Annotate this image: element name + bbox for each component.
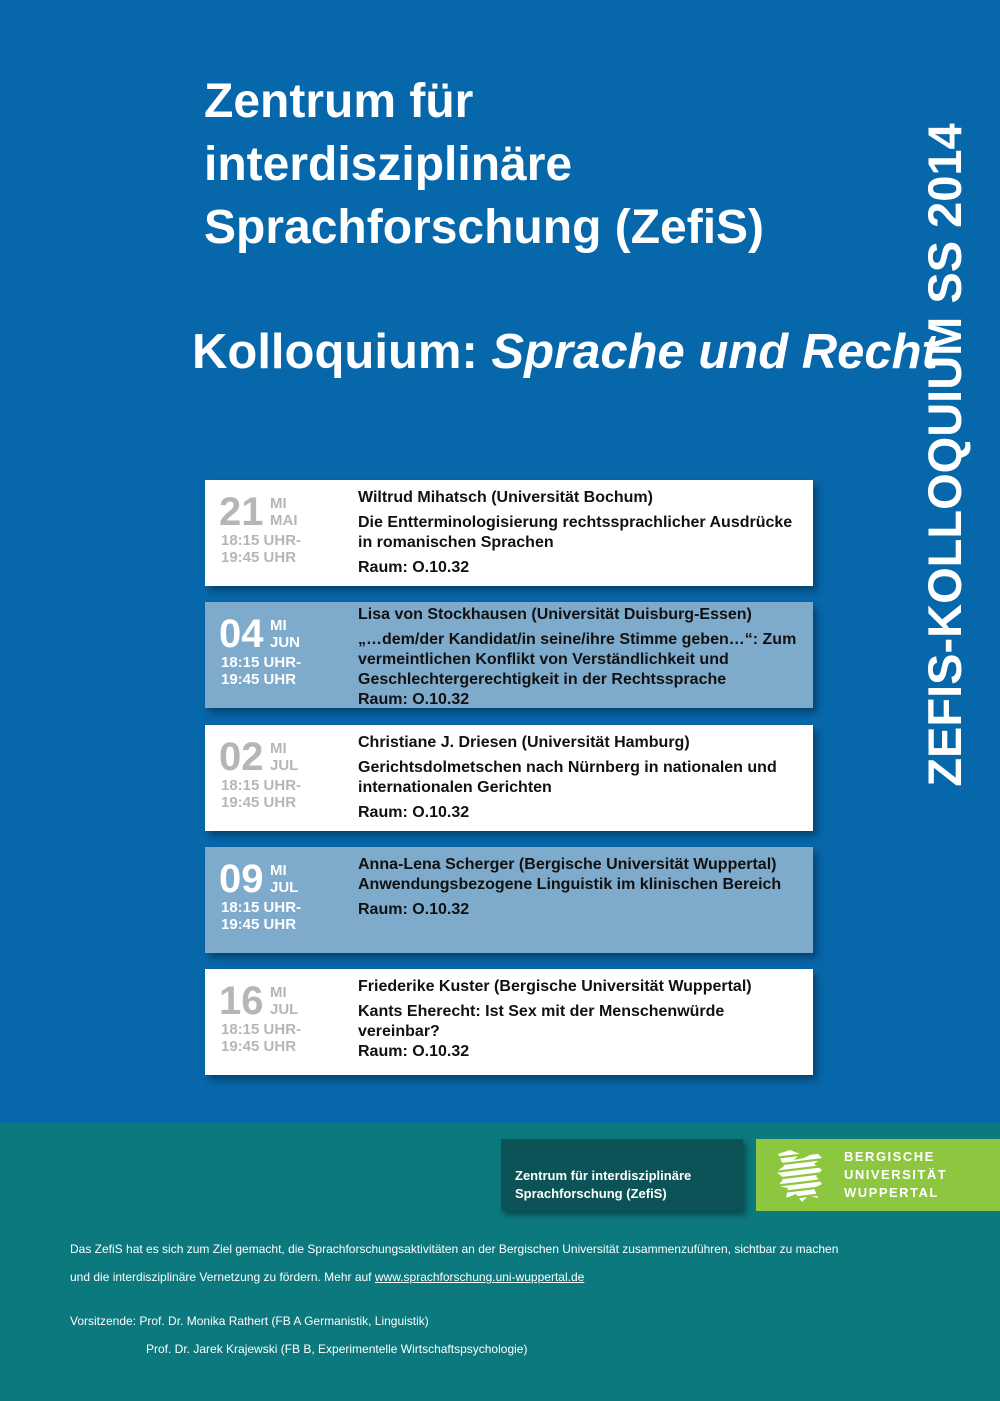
subtitle-prefix: Kolloquium:	[192, 325, 492, 379]
event-details	[358, 855, 808, 920]
event-talk-title: „…dem/der Kandidat/in seine/ihre Stimme geben…“: Zum vermeintlichen Konflikt von Verständlichkeit und Geschlechtergerechtigkeit in der Rechtssprache	[358, 631, 797, 688]
vertical-series-title: ZEFIS-KOLLOQUIUM SS 2014	[918, 123, 971, 787]
title-line-2: interdisziplinäre	[204, 138, 573, 191]
zefis-label-line-2: Sprachforschung (ZefiS)	[515, 1186, 667, 1201]
event-speaker: Wiltrud Mihatsch (Universität Bochum)	[358, 489, 653, 506]
event-time-start: 18:15 UHR-	[221, 532, 302, 549]
event-day: 21	[219, 490, 264, 534]
event-day: 04	[219, 612, 264, 656]
event-speaker: Lisa von Stockhausen (Universität Duisburg-Essen)	[358, 606, 752, 623]
event-details	[358, 605, 808, 710]
event-weekday: MI	[270, 862, 287, 879]
event-room: Raum: O.10.32	[358, 1043, 470, 1060]
bergischer-lion-icon	[770, 1146, 828, 1204]
event-card	[205, 480, 813, 586]
event-time-end: 19:45 UHR	[221, 794, 297, 811]
event-month: JUL	[270, 1001, 299, 1018]
event-day: 02	[219, 735, 264, 779]
event-weekday: MI	[270, 984, 287, 1001]
zefis-description	[70, 1235, 940, 1291]
event-speaker: Christiane J. Driesen (Universität Hamburg)	[358, 734, 690, 751]
zefis-label	[515, 1167, 735, 1203]
event-time-end: 19:45 UHR	[221, 916, 297, 933]
event-time-start: 18:15 UHR-	[221, 654, 302, 671]
event-time-end: 19:45 UHR	[221, 549, 297, 566]
event-card	[205, 602, 813, 708]
event-card	[205, 847, 813, 953]
event-weekday: MI	[270, 495, 287, 512]
description-line-1: Das ZefiS hat es sich zum Ziel gemacht, die Sprachforschungsaktivitäten an der Bergischen Universität zusammenzuführen, sichtbar zu machen	[70, 1242, 839, 1256]
university-logo-box	[756, 1139, 1000, 1211]
event-day: 16	[219, 979, 264, 1023]
description-line-2: und die interdisziplinäre Vernetzung zu fördern. Mehr auf	[70, 1270, 375, 1284]
chair-line-2: Prof. Dr. Jarek Krajewski (FB B, Experimentelle Wirtschaftspsychologie)	[146, 1342, 528, 1356]
event-room: Raum: O.10.32	[358, 691, 470, 708]
chair-line-1: Vorsitzende: Prof. Dr. Monika Rathert (FB A Germanistik, Linguistik)	[70, 1314, 429, 1328]
title-line-1: Zentrum für	[204, 75, 474, 128]
event-details	[358, 733, 808, 823]
event-card	[205, 725, 813, 831]
event-speaker: Friederike Kuster (Bergische Universität Wuppertal)	[358, 978, 752, 995]
event-room: Raum: O.10.32	[358, 804, 470, 821]
event-time	[221, 777, 301, 811]
event-talk-title: Gerichtsdolmetschen nach Nürnberg in nationalen und internationalen Gerichten	[358, 759, 777, 796]
website-link[interactable]: www.sprachforschung.uni-wuppertal.de	[374, 1270, 585, 1284]
event-time	[221, 532, 301, 566]
colloquium-subtitle	[192, 322, 952, 382]
event-weekday: MI	[270, 740, 287, 757]
event-room: Raum: O.10.32	[358, 901, 470, 918]
event-month: JUL	[270, 757, 299, 774]
event-month: JUN	[270, 634, 301, 651]
event-talk-title: Kants Eherecht: Ist Sex mit der Menschenwürde vereinbar?	[358, 1003, 725, 1040]
event-weekday: MI	[270, 617, 287, 634]
subtitle-topic: Sprache und Recht	[491, 325, 938, 379]
event-month: JUL	[270, 879, 299, 896]
university-name	[844, 1148, 947, 1202]
event-time-start: 18:15 UHR-	[221, 1021, 302, 1038]
zefis-label-line-1: Zentrum für interdisziplinäre	[515, 1168, 692, 1183]
event-time-end: 19:45 UHR	[221, 1038, 297, 1055]
event-time-start: 18:15 UHR-	[221, 777, 302, 794]
event-time	[221, 899, 301, 933]
event-time	[221, 654, 301, 688]
event-talk-title: Die Entterminologisierung rechtssprachlicher Ausdrücke in romanischen Sprachen	[358, 514, 793, 551]
event-details	[358, 488, 808, 578]
event-talk-title: Anwendungsbezogene Linguistik im klinischen Bereich	[358, 876, 782, 893]
event-month: MAI	[270, 512, 298, 529]
event-card	[205, 969, 813, 1075]
title-line-3: Sprachforschung (ZefiS)	[204, 201, 765, 254]
event-time	[221, 1021, 301, 1055]
event-speaker: Anna-Lena Scherger (Bergische Universität Wuppertal)	[358, 856, 777, 873]
event-details	[358, 977, 808, 1062]
university-line-1: BERGISCHE	[844, 1149, 935, 1164]
zefis-label-box	[501, 1139, 743, 1211]
page-title	[204, 70, 884, 259]
event-day: 09	[219, 857, 264, 901]
event-time-end: 19:45 UHR	[221, 671, 297, 688]
university-line-3: WUPPERTAL	[844, 1185, 939, 1200]
event-time-start: 18:15 UHR-	[221, 899, 302, 916]
event-room: Raum: O.10.32	[358, 559, 470, 576]
university-line-2: UNIVERSITÄT	[844, 1167, 948, 1182]
footer	[0, 1123, 1000, 1401]
